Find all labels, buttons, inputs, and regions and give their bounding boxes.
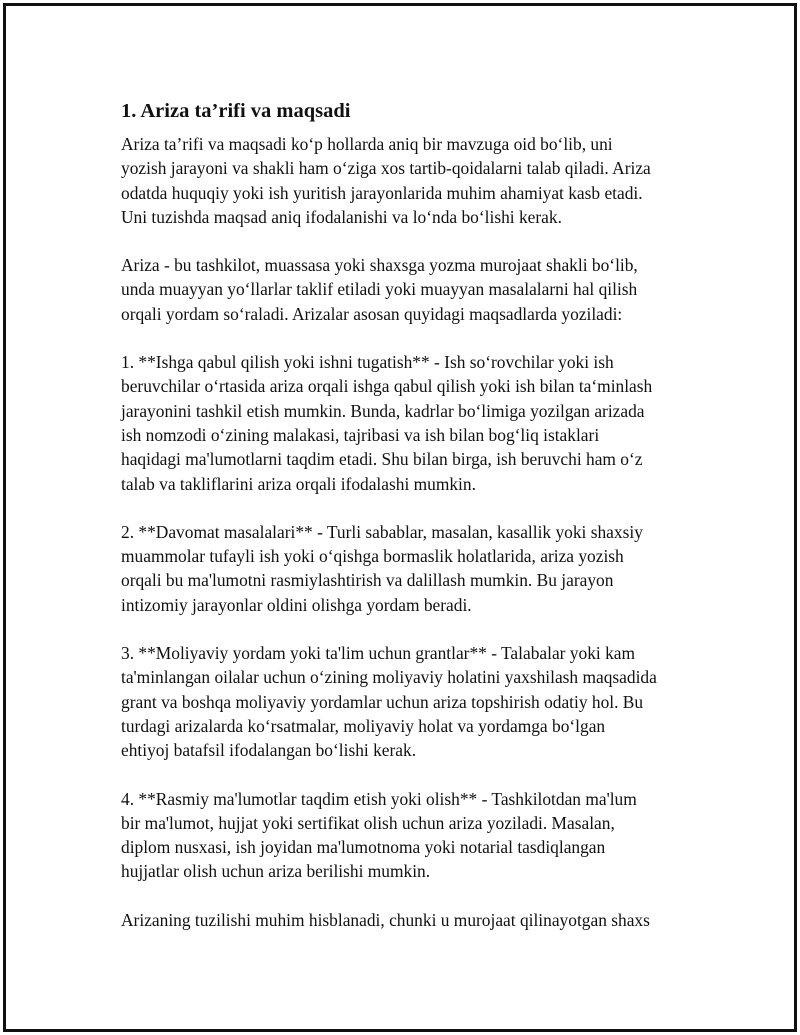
text-line: hujjatlar olish uchun ariza berilishi mumkin. (121, 861, 431, 882)
text-line: jarayonini tashkil etish mumkin. Bunda, kadrlar bo‘limiga yozilgan arizada (121, 400, 645, 421)
text-line: orqali bu ma'lumotni rasmiylashtirish va dalillash mumkin. Bu jarayon (121, 570, 614, 591)
text-line: 3. **Moliyaviy yordam yoki ta'lim uchun grantlar** - Talabalar yoki kam (121, 643, 636, 664)
section-heading: 1. Ariza ta’rifi va maqsadi (121, 100, 351, 122)
text-line: turdagi arizalarda ko‘rsatmalar, moliyaviy holat va yordamga bo‘lgan (121, 715, 606, 736)
text-line: 4. **Rasmiy ma'lumotlar taqdim etish yoki olish** - Tashkilotdan ma'lum (121, 788, 637, 809)
text-line: 2. **Davomat masalalari** - Turli sabablar, masalan, kasallik yoki shaxsiy (121, 521, 643, 542)
text-line: orqali yordam so‘raladi. Arizalar asosan quyidagi maqsadlarda yoziladi: (121, 303, 623, 324)
text-line: Ariza ta’rifi va maqsadi ko‘p hollarda aniq bir mavzuga oid bo‘lib, uni (121, 134, 613, 154)
text-line: ta'minlangan oilalar uchun o‘zining moliyaviy holatini yaxshilash maqsadida (121, 667, 657, 688)
paragraph-definition (121, 253, 701, 326)
document-body (121, 96, 701, 956)
text-line: talab va takliflarini ariza orqali ifodalashi mumkin. (121, 473, 476, 494)
text-line: muammolar tufayli ish yoki o‘qishga bormaslik holatlarida, ariza yozish (121, 546, 624, 567)
text-line: Uni tuzishda maqsad aniq ifodalanishi va lo‘nda bo‘lishi kerak. (121, 206, 562, 227)
text-line: unda muayyan yo‘llarlar taklif etiladi yoki muayyan masalalarni hal qilish (121, 279, 638, 300)
text-line: yozish jarayoni va shakli ham o‘ziga xos tartib-qoidalarni talab qiladi. Ariza (121, 158, 651, 179)
text-line: Ariza - bu tashkilot, muassasa yoki shaxsga yozma murojaat shakli bo‘lib, (121, 255, 638, 276)
paragraph-item-1 (121, 350, 701, 496)
text-line: grant va boshqa moliyaviy yordamlar uchun ariza topshirish odatiy hol. Bu (121, 691, 644, 712)
text-line: bir ma'lumot, hujjat yoki sertifikat olish uchun ariza yoziladi. Masalan, (121, 812, 615, 833)
paragraph-structure (121, 908, 701, 932)
paragraph-item-3 (121, 641, 701, 762)
text-line: Arizaning tuzilishi muhim hisblanadi, chunki u murojaat qilinayotgan shaxs (121, 909, 650, 930)
page-frame (3, 3, 797, 1032)
text-line: diplom nusxasi, ish joyidan ma'lumotnoma yoki notarial tasdiqlangan (121, 837, 606, 858)
text-line: ish nomzodi o‘zining malakasi, tajribasi va ish bilan bog‘liq istaklari (121, 424, 600, 445)
text-line: haqidagi ma'lumotlarni taqdim etadi. Shu bilan birga, ish beruvchi ham o‘z (121, 449, 643, 470)
text-line: odatda huquqiy yoki ish yuritish jarayonlarida muhim ahamiyat kasb etadi. (121, 182, 643, 203)
text-line: beruvchilar o‘rtasida ariza orqali ishga qabul qilish yoki ish bilan ta‘minlash (121, 376, 653, 397)
text-line: 1. **Ishga qabul qilish yoki ishni tugatish** - Ish so‘rovchilar yoki ish (121, 352, 614, 373)
paragraph-item-4 (121, 787, 701, 884)
text-line: ehtiyoj batafsil ifodalangan bo‘lishi kerak. (121, 740, 417, 761)
text-line: intizomiy jarayonlar oldini olishga yordam beradi. (121, 594, 472, 615)
paragraph-item-2 (121, 520, 701, 617)
paragraph-intro (121, 132, 701, 229)
